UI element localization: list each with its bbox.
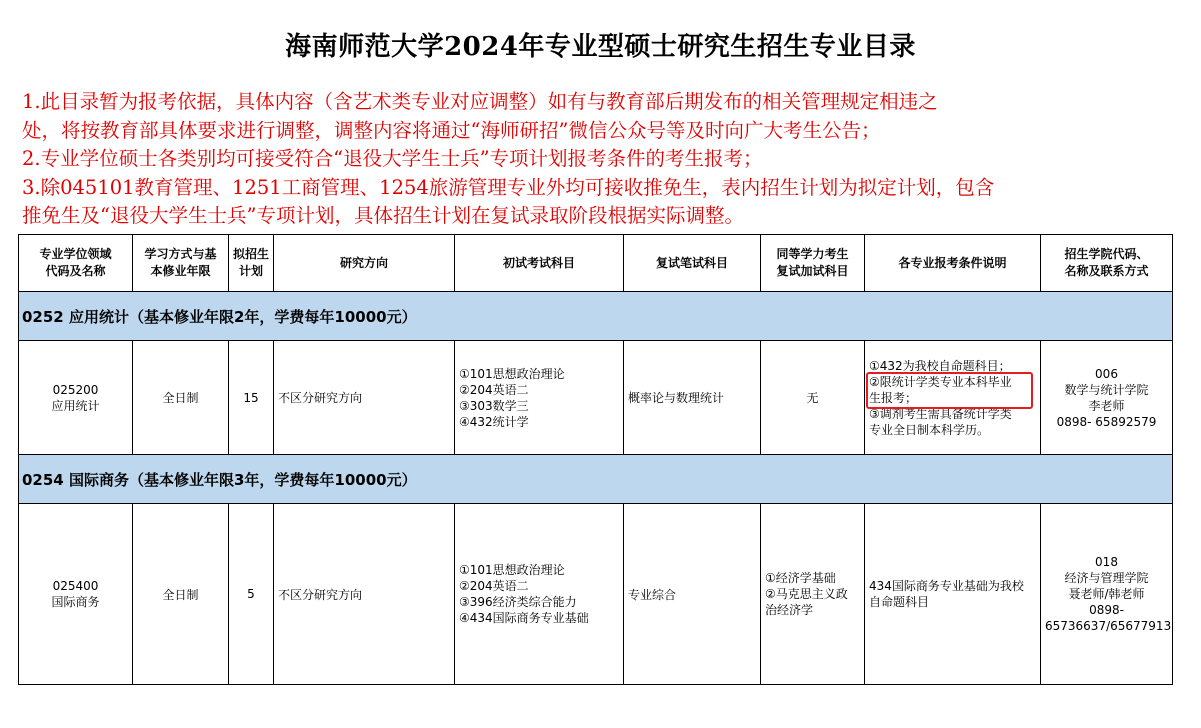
- section-heading-row: [19, 455, 1173, 504]
- header-field: 专业学位领域 代码及名称: [19, 235, 133, 292]
- section-heading: 0254 国际商务（基本修业年限3年，学费每年10000元）: [19, 455, 1173, 504]
- catalog-table: [18, 234, 1173, 685]
- section-heading: 0252 应用统计（基本修业年限2年，学费每年10000元）: [19, 292, 1173, 341]
- college-cell: 018 经济与管理学院 聂老师/韩老师 0898- 65736637/65677913: [1041, 504, 1173, 685]
- equiv-cell: ①经济学基础 ②马克思主义政 治经济学: [761, 504, 865, 685]
- equiv-cell: 无: [761, 341, 865, 455]
- mode-cell: 全日制: [133, 504, 229, 685]
- notice-line: 2.专业学位硕士各类别均可接受符合“退役大学生士兵”专项计划报考条件的考生报考；: [22, 147, 763, 170]
- retest-exam-cell: 概率论与数理统计: [624, 341, 761, 455]
- direction-cell: 不区分研究方向: [274, 341, 455, 455]
- notice-block: [22, 88, 1182, 231]
- plan-cell: 5: [229, 504, 274, 685]
- header-equiv: 同等学力考生 复试加试科目: [761, 235, 865, 292]
- mode-cell: 全日制: [133, 341, 229, 455]
- page-title: 海南师范大学2024年专业型硕士研究生招生专业目录: [285, 32, 916, 62]
- header-retest-exam: 复试笔试科目: [624, 235, 761, 292]
- notice-line: 3.除045101教育管理、1251工商管理、1254旅游管理专业外均可接收推免生，表内招生计划为拟定计划，包含: [22, 175, 995, 199]
- initial-exam-cell: ①101思想政治理论 ②204英语二 ③396经济类综合能力 ④434国际商务专业基础: [455, 504, 624, 685]
- notice-line: 1.此目录暂为报考依据，具体内容（含艺术类专业对应调整）如有与教育部后期发布的相关管理规定相违之: [22, 90, 938, 113]
- initial-exam-cell: ①101思想政治理论 ②204英语二 ③303数学三 ④432统计学: [455, 341, 624, 455]
- header-initial-exam: 初试考试科目: [455, 235, 624, 292]
- header-direction: 研究方向: [274, 235, 455, 292]
- plan-cell: 15: [229, 341, 274, 455]
- direction-cell: 不区分研究方向: [274, 504, 455, 685]
- notice-line: 推免生及“退役大学生士兵”专项计划，具体招生计划在复试录取阶段根据实际调整。: [22, 204, 744, 227]
- field-cell: 025200 应用统计: [19, 341, 133, 455]
- header-mode: 学习方式与基 本修业年限: [133, 235, 229, 292]
- college-cell: 006 数学与统计学院 李老师 0898- 65892579: [1041, 341, 1173, 455]
- table-row: [19, 341, 1173, 455]
- table-header-row: [19, 235, 1173, 292]
- table-row: [19, 504, 1173, 685]
- header-plan: 拟招生 计划: [229, 235, 274, 292]
- conditions-cell: ①432为我校自命题科目； ②限统计学类专业本科毕业 生报考； ③调剂考生需具备统计学类 专业全日制本科学历。: [865, 341, 1041, 455]
- conditions-cell: 434国际商务专业基础为我校 自命题科目: [865, 504, 1041, 685]
- section-heading-row: [19, 292, 1173, 341]
- highlight-box: [866, 372, 1033, 409]
- field-cell: 025400 国际商务: [19, 504, 133, 685]
- header-conditions: 各专业报考条件说明: [865, 235, 1041, 292]
- header-college: 招生学院代码、 名称及联系方式: [1041, 235, 1173, 292]
- notice-line: 处，将按教育部具体要求进行调整，调整内容将通过“海师研招”微信公众号等及时向广大考生公告；: [22, 118, 881, 142]
- retest-exam-cell: 专业综合: [624, 504, 761, 685]
